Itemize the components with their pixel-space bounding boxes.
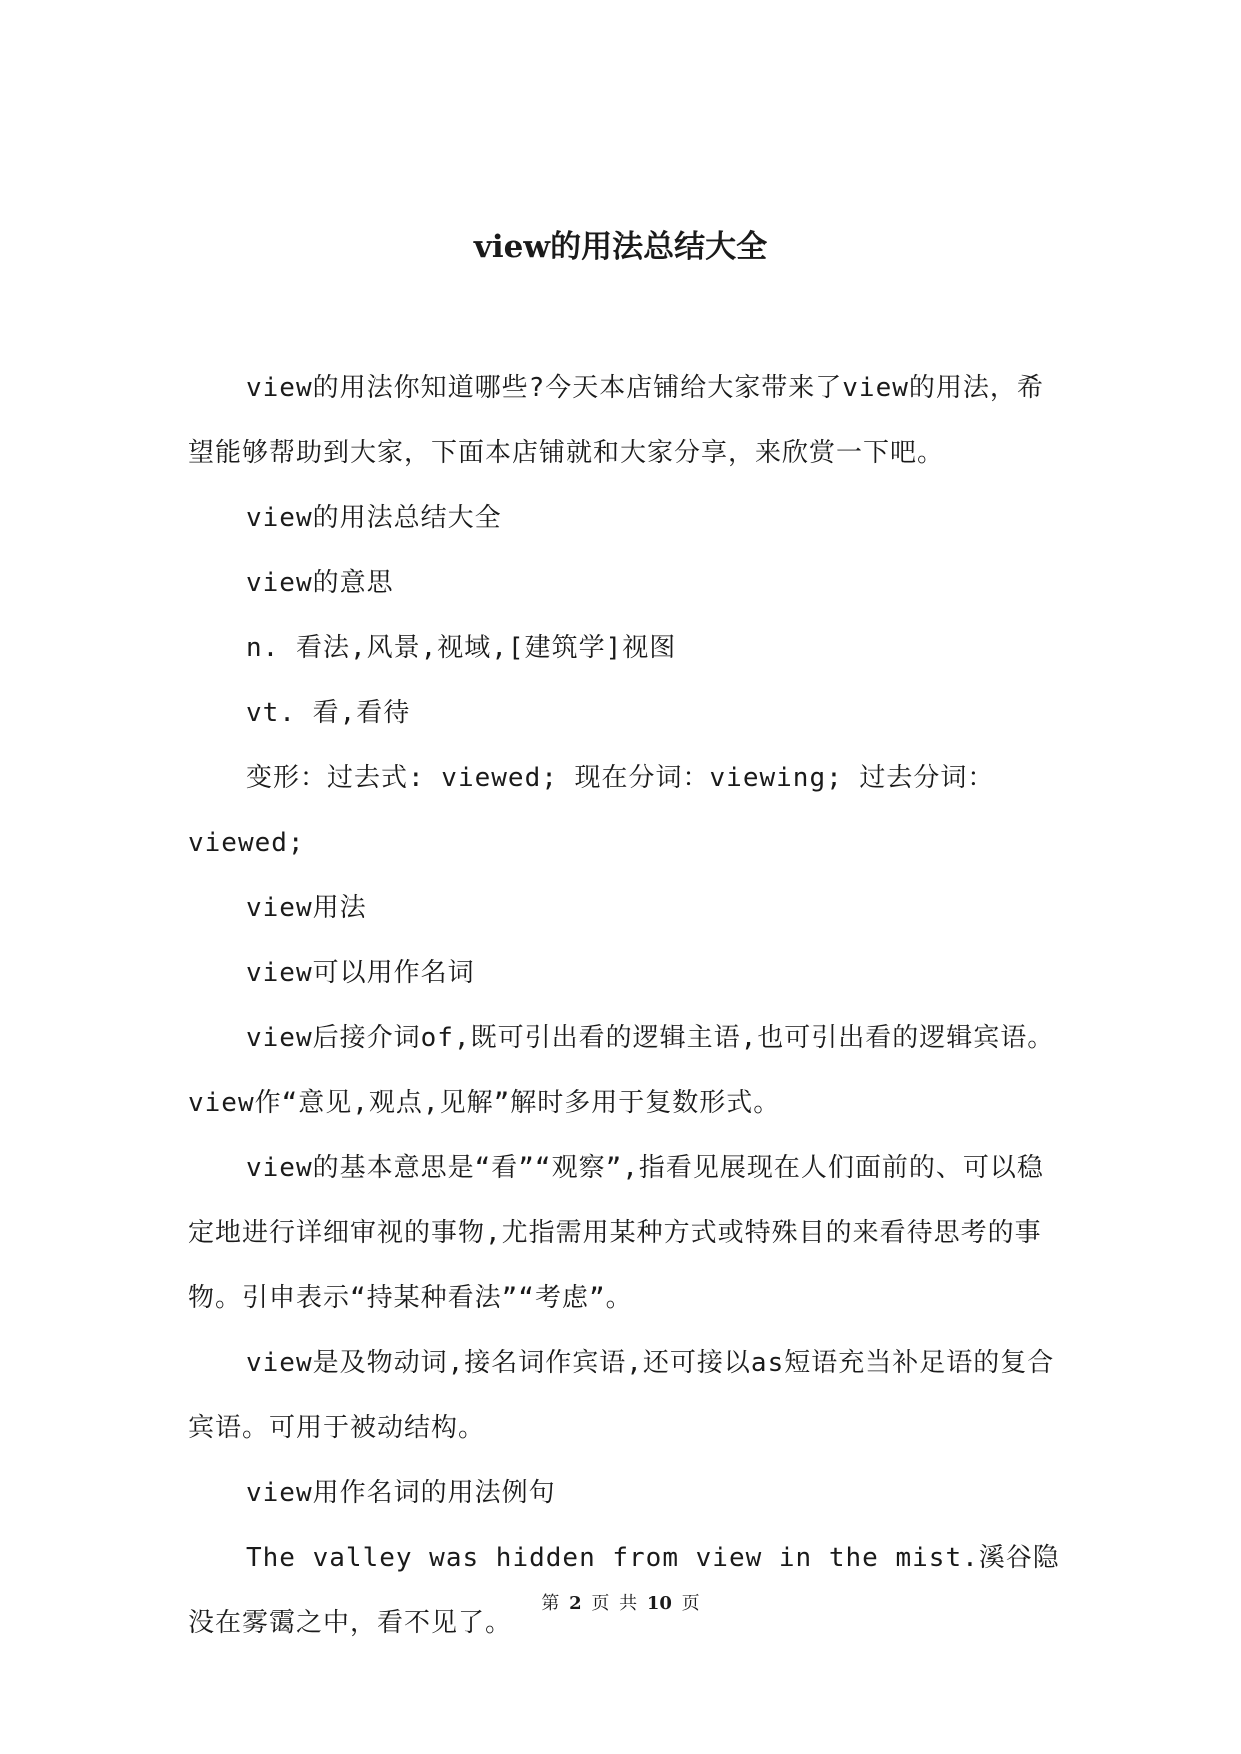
paragraph: vt. 看,看待 bbox=[246, 698, 411, 728]
paragraph: view的用法你知道哪些?今天本店铺给大家带来了view的用法，希望能够帮助到大家，下面本店铺就和大家分享，来欣赏一下吧。 bbox=[188, 373, 1044, 468]
paragraph: view的用法总结大全 bbox=[246, 503, 502, 533]
paragraph: n. 看法,风景,视域,[建筑学]视图 bbox=[246, 633, 677, 663]
paragraph: The valley was hidden from view in the mist.溪谷隐没在雾霭之中，看不见了。 bbox=[188, 1543, 1060, 1638]
paragraph: 变形：过去式: viewed; 现在分词：viewing; 过去分词：viewed; bbox=[188, 763, 995, 858]
footer-page-number: 2 bbox=[569, 1593, 582, 1614]
paragraph: view用作名词的用法例句 bbox=[246, 1478, 556, 1508]
footer-total-pages: 10 bbox=[646, 1593, 672, 1614]
paragraph: view是及物动词,接名词作宾语,还可接以as短语充当补足语的复合宾语。可用于被动结构。 bbox=[188, 1348, 1055, 1443]
page-footer bbox=[0, 1592, 1241, 1616]
paragraph: view用法 bbox=[246, 893, 367, 923]
footer-prefix: 第 bbox=[541, 1593, 560, 1614]
document-body bbox=[188, 356, 1068, 1656]
paragraph: view可以用作名词 bbox=[246, 958, 475, 988]
document-title: view的用法总结大全 bbox=[473, 229, 768, 265]
paragraph: view的基本意思是“看”“观察”,指看见展现在人们面前的、可以稳定地进行详细审视的事物,尤指需用某种方式或特殊目的来看待思考的事物。引申表示“持某种看法”“考虑”。 bbox=[188, 1153, 1044, 1313]
footer-middle: 页 共 bbox=[591, 1593, 638, 1614]
footer-suffix: 页 bbox=[681, 1593, 700, 1614]
paragraph: view后接介词of,既可引出看的逻辑主语,也可引出看的逻辑宾语。view作“意见,观点,见解”解时多用于复数形式。 bbox=[188, 1023, 1055, 1118]
paragraph: view的意思 bbox=[246, 568, 394, 598]
